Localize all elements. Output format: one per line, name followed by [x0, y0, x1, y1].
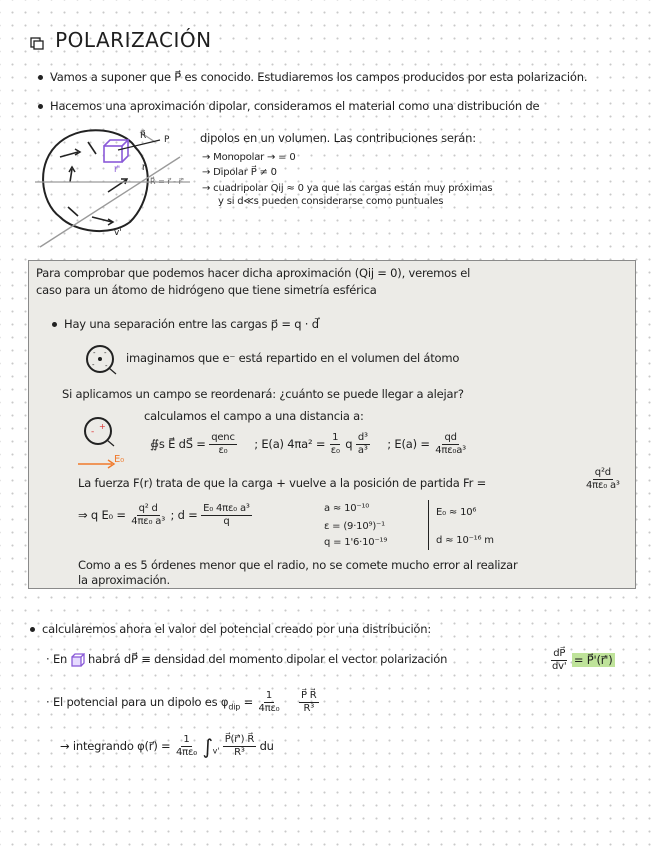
epsilon-value: ε = (9·10⁹)⁻¹ — [324, 521, 385, 532]
label-r: r⃗ — [142, 163, 146, 173]
e0-value: E₀ ≈ 10⁶ — [436, 507, 477, 518]
label-diff: R⃗ = r⃗ - r⃗' — [150, 177, 185, 186]
fr-fraction: $\frac{\text{q²d}}{\text{4πε₀ a³}}$ — [586, 467, 620, 491]
box-line2: caso para un átomo de hidrógeno que tiene simetría esférica — [36, 283, 377, 297]
a-value: a ≈ 10⁻¹⁰ — [324, 503, 370, 514]
conclusion-line2: la aproximación. — [78, 573, 170, 587]
e0-label: E₀ — [114, 454, 124, 465]
dipole-distribution-figure — [30, 122, 200, 252]
box-line1: Para comprobar que podemos hacer dicha aproximación (Qij = 0), veremos el — [36, 266, 471, 280]
bottom-en-line: · En habrá dP⃗ ≡ densidad del momento dipolar el vector polarización — [46, 652, 448, 666]
label-v: v' — [114, 228, 122, 238]
svg-text:-: - — [104, 349, 107, 357]
e0-arrow — [78, 454, 118, 473]
label-P: P — [164, 135, 170, 145]
force-text: La fuerza F(r) trata de que la carga + vuelve a la posición de partida Fr = — [78, 476, 487, 490]
values-divider — [428, 500, 429, 550]
calc-text: calculamos el campo a una distancia a: — [144, 409, 364, 423]
title-row — [30, 28, 212, 52]
svg-text:-: - — [91, 427, 95, 437]
page-title: POLARIZACIÓN — [55, 28, 212, 52]
label-R: R⃗ — [140, 131, 147, 141]
q-value: q = 1'6·10⁻¹⁹ — [324, 537, 388, 548]
d-value: d ≈ 10⁻¹⁶ m — [436, 535, 494, 546]
intro-line2: Hacemos una aproximación dipolar, consideramos el material como una distribución de — [38, 99, 539, 113]
step-equation: ⇒ q E₀ = $\frac{\text{q² d}}{\text{4πε₀ a³}}$ ; d = $\frac{\text{E₀ 4πε₀ a³}}{q}$ — [78, 503, 250, 527]
svg-text:-: - — [93, 349, 96, 357]
atom-field-icon — [82, 415, 116, 449]
conclusion-line1: Como a es 5 órdenes menor que el radio, no se comete mucho error al realizar — [78, 558, 518, 572]
dp-dv-fraction: $\frac{dP⃗}{dv'}$ = P⃗'(r⃗') — [552, 648, 613, 672]
cuadripolar-line2: y si d≪s pueden considerarse como puntuales — [218, 196, 444, 207]
label-rp: r⃗' — [114, 165, 121, 175]
intro-line3: dipolos en un volumen. Las contribuciones serán: — [200, 131, 476, 145]
question-text: Si aplicamos un campo se reordenará: ¿cuánto se puede llegar a alejar? — [62, 387, 464, 401]
intro-line1: Vamos a suponer que P⃗ es conocido. Estudiaremos los campos producidos por esta polarización. — [38, 70, 587, 84]
bottom-line1: calcularemos ahora el valor del potencial creado por una distribución: — [30, 622, 431, 636]
gauss-equation: ∯s E⃗ dS⃗ = $\frac{\text{qenc}}{\text{ε₀}}$ ; E(a) 4πa² = $\frac{1}{\text{ε₀}}$ q $\frac{\text{d³}}{\text{a³}}$ ; E(a) = $\frac{qd}{\text{4πε₀a³}}$ — [150, 432, 466, 456]
box-bullet1: Hay una separación entre las cargas p⃗ = q · d⃗ — [52, 317, 319, 331]
atom-icon — [84, 343, 118, 377]
imagine-text: imaginamos que e⁻ está repartido en el volumen del átomo — [126, 351, 460, 365]
cuadripolar-line: → cuadripolar Qij ≈ 0 ya que las cargas están muy próximas — [202, 183, 493, 194]
integral-line: → integrando φ(r⃗) = $\frac{1}{\text{4πε₀}}$ $\int_{v'}$ $\frac{P⃗(r⃗') R⃗}{\text{R³}}$ du — [60, 734, 274, 759]
svg-text:-: - — [92, 361, 95, 369]
svg-text:+: + — [99, 422, 106, 431]
monopolar-line: → Monopolar → = 0 — [202, 152, 296, 163]
svg-text:-: - — [105, 362, 108, 370]
volume-cube-icon — [71, 653, 85, 667]
dipole-potential-line: · El potencial para un dipolo es $\varphi_{dip}$ = $\frac{1}{\text{4πε₀}}$ $\frac{P⃗ R⃗}{\text{R³}}$ — [46, 690, 317, 714]
dipolar-line: → Dipolar P⃗ ≠ 0 — [202, 167, 277, 178]
note-icon — [30, 36, 44, 50]
